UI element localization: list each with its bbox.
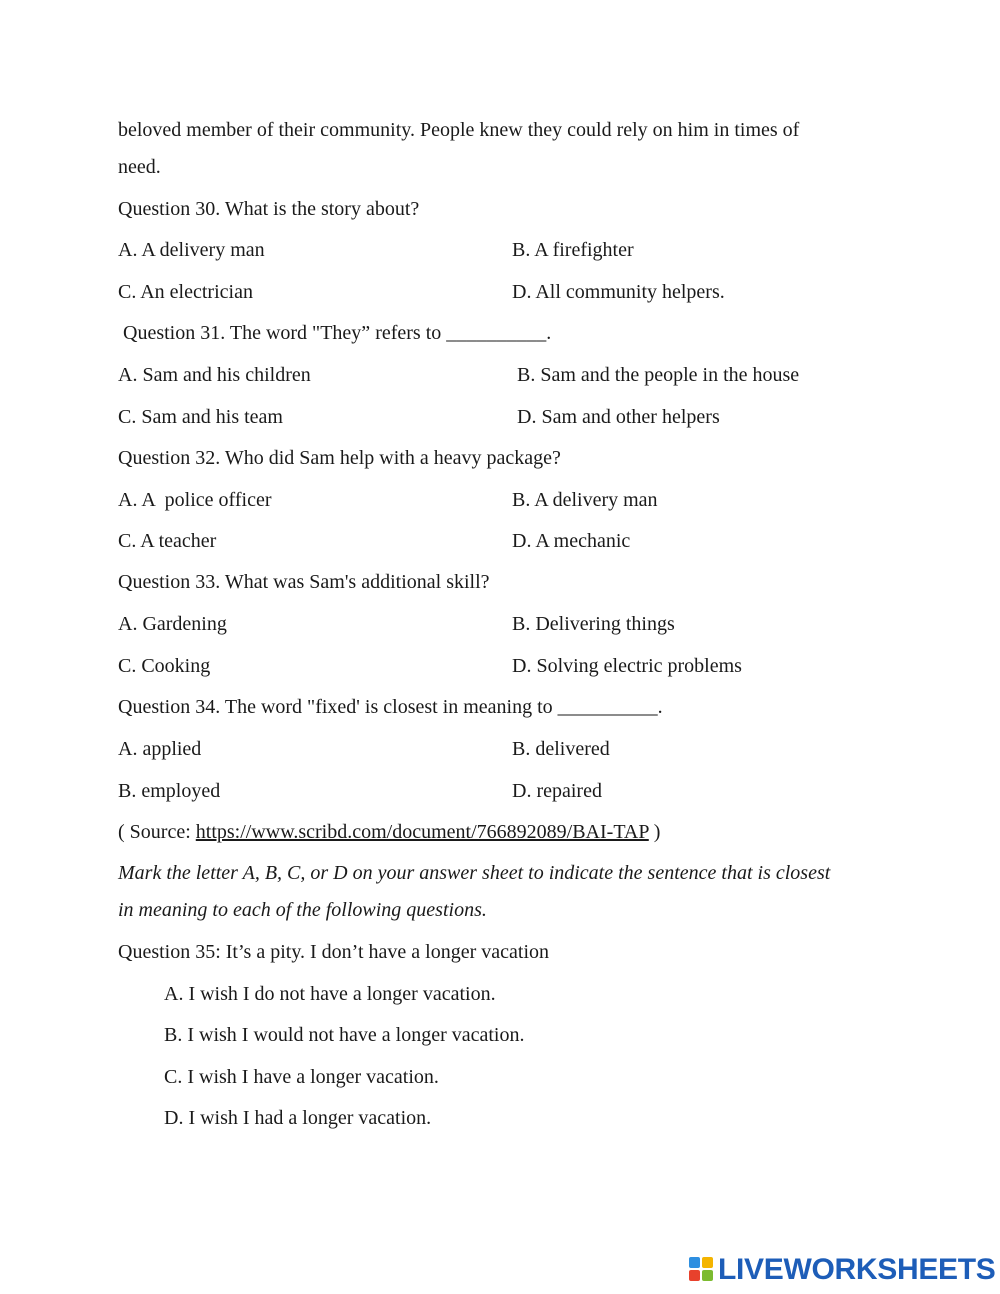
question-30-option-b[interactable]: B. A firefighter [512, 239, 634, 261]
question-33-stem: Question 33. What was Sam's additional skill? [118, 571, 490, 593]
question-30-stem: Question 30. What is the story about? [118, 198, 420, 220]
liveworksheets-logo [689, 1255, 996, 1285]
question-32-option-d[interactable]: D. A mechanic [512, 530, 631, 552]
question-35-stem: Question 35: It’s a pity. I don’t have a longer vacation [118, 941, 550, 963]
question-30-option-d[interactable]: D. All community helpers. [512, 281, 725, 303]
liveworksheets-logo-icon [689, 1257, 715, 1283]
question-31-stem: Question 31. The word "They” refers to __________. [118, 322, 552, 344]
question-33-option-a[interactable]: A. Gardening [118, 613, 227, 635]
question-35-option-a[interactable]: A. I wish I do not have a longer vacation. [164, 983, 496, 1005]
question-31-option-d[interactable]: D. Sam and other helpers [517, 406, 720, 428]
question-32-option-c[interactable]: C. A teacher [118, 530, 217, 552]
source-suffix: ) [648, 821, 661, 843]
question-34-option-b[interactable]: B. delivered [512, 738, 610, 760]
instruction-line-2: in meaning to each of the following questions. [118, 899, 487, 921]
question-34-option-a[interactable]: A. applied [118, 738, 202, 760]
liveworksheets-logo-text: LIVEWORKSHEETS [718, 1253, 996, 1286]
question-32-option-b[interactable]: B. A delivery man [512, 489, 658, 511]
source-link[interactable]: https://www.scribd.com/document/766892089/BAI-TAP [195, 821, 649, 843]
question-32-option-a[interactable]: A. A police officer [118, 489, 272, 511]
question-35-option-d[interactable]: D. I wish I had a longer vacation. [164, 1107, 432, 1129]
question-34-stem: Question 34. The word "fixed' is closest in meaning to __________. [118, 696, 663, 718]
question-32-stem: Question 32. Who did Sam help with a heavy package? [118, 447, 561, 469]
question-33-option-c[interactable]: C. Cooking [118, 655, 211, 677]
question-31-option-a[interactable]: A. Sam and his children [118, 364, 311, 386]
question-30-option-c[interactable]: C. An electrician [118, 281, 253, 303]
question-35-option-c[interactable]: C. I wish I have a longer vacation. [164, 1066, 439, 1088]
question-30-option-a[interactable]: A. A delivery man [118, 239, 265, 261]
question-35-option-b[interactable]: B. I wish I would not have a longer vacation. [164, 1024, 525, 1046]
question-31-option-c[interactable]: C. Sam and his team [118, 406, 283, 428]
instruction-line-1: Mark the letter A, B, C, or D on your answer sheet to indicate the sentence that is closest [118, 862, 831, 884]
question-34-option-c[interactable]: B. employed [118, 780, 221, 802]
question-33-option-b[interactable]: B. Delivering things [512, 613, 675, 635]
question-34-option-d[interactable]: D. repaired [512, 780, 602, 802]
source-line [118, 820, 660, 844]
source-prefix: ( Source: [118, 821, 196, 843]
passage-line-1: beloved member of their community. People knew they could rely on him in times of [118, 119, 800, 141]
question-33-option-d[interactable]: D. Solving electric problems [512, 655, 742, 677]
question-31-option-b[interactable]: B. Sam and the people in the house [517, 364, 800, 386]
passage-line-2: need. [118, 156, 161, 178]
